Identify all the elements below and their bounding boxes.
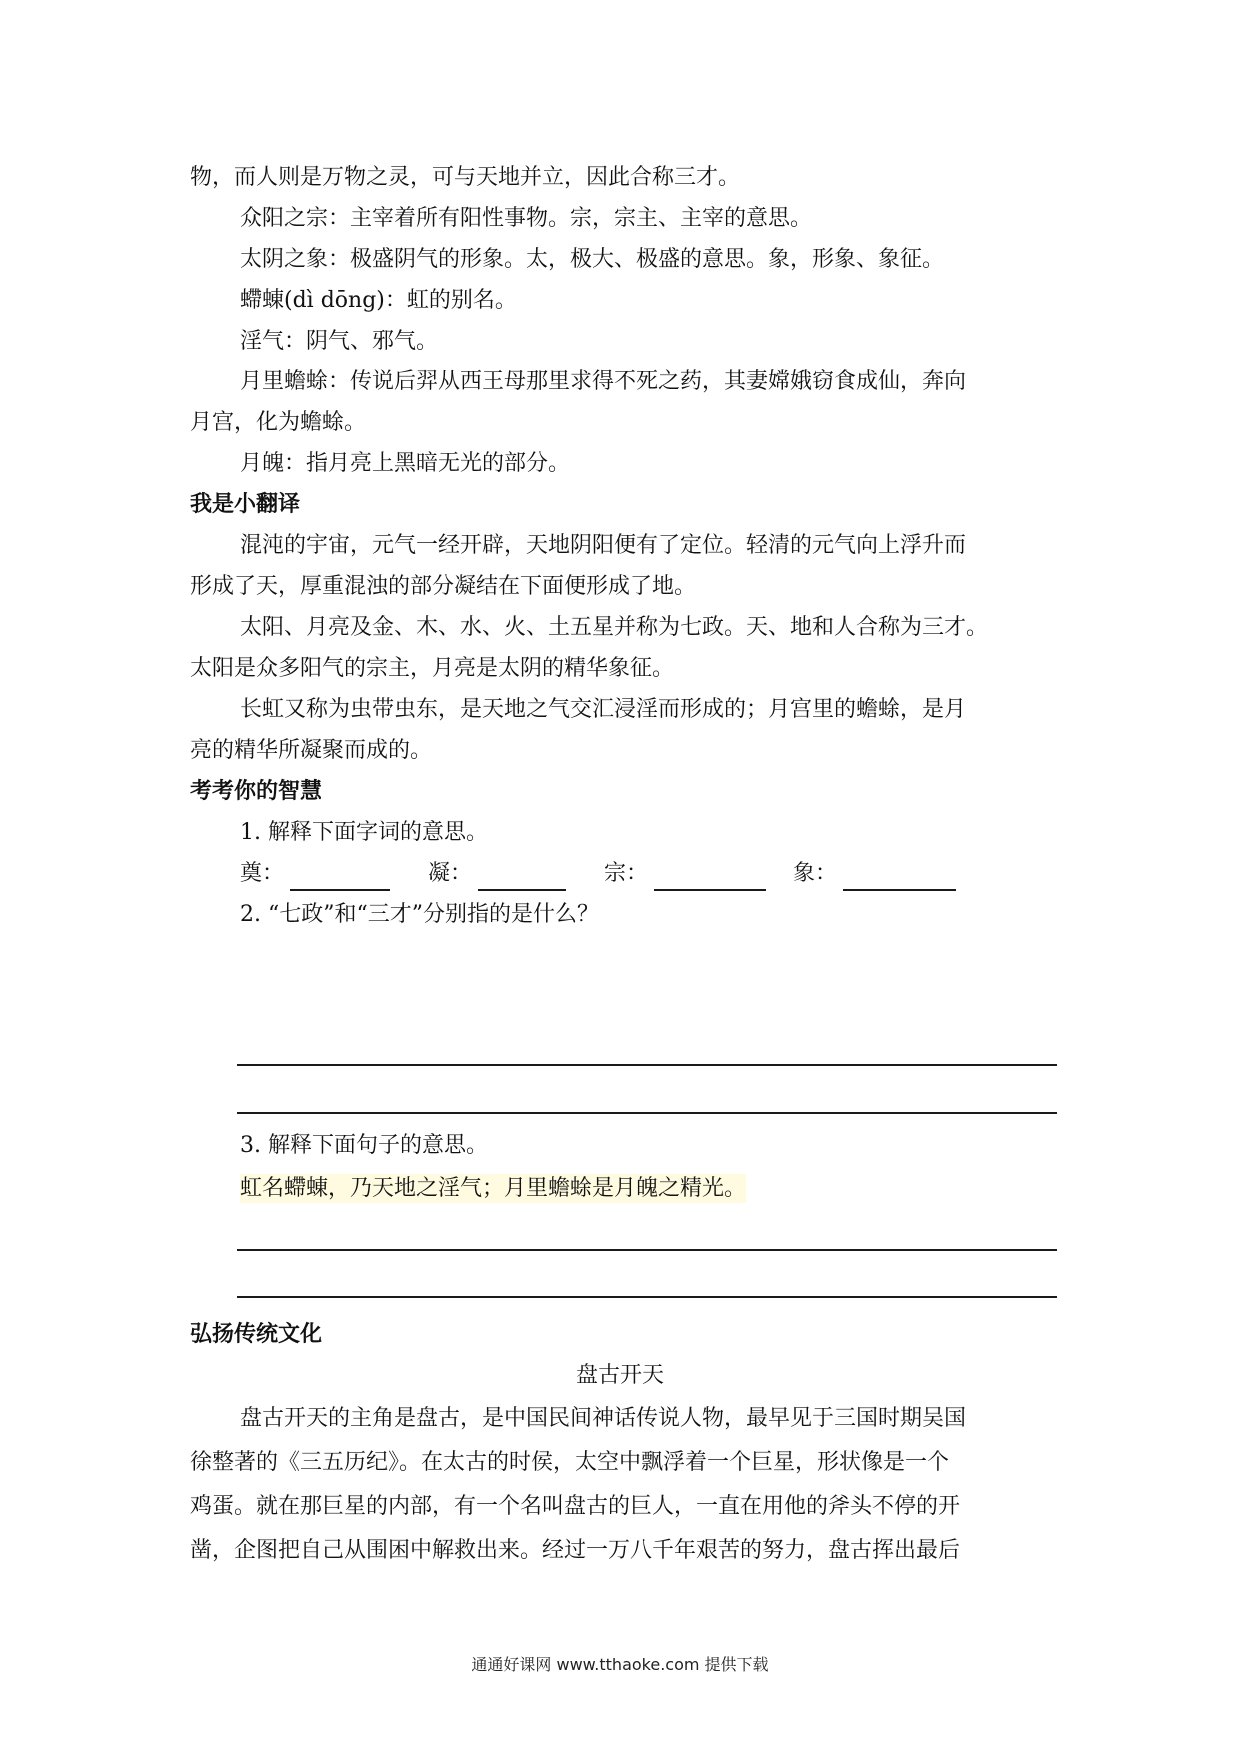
story-line: 盘古开天的主角是盘古，是中国民间神话传说人物，最早见于三国时期吴国 [240, 1406, 967, 1431]
section-heading-translation: 我是小翻译 [190, 492, 301, 517]
answer-blank[interactable] [654, 889, 766, 891]
note-line: 淫气：阴气、邪气。 [240, 329, 439, 354]
quote-sentence [240, 1174, 1058, 1204]
story-line: 凿，企图把自己从围困中解救出来。经过一万八千年艰苦的努力，盘古挥出最后 [190, 1538, 961, 1563]
translation-line: 亮的精华所凝聚而成的。 [190, 738, 433, 763]
translation-line: 太阳、月亮及金、木、水、火、土五星并称为七政。天、地和人合称为三才。 [240, 615, 989, 640]
highlighted-sentence: 虹名螮蝀，乃天地之淫气；月里蟾蜍是月魄之精光。 [240, 1176, 747, 1201]
translation-line: 太阳是众多阳气的宗主，月亮是太阴的精华象征。 [190, 656, 675, 681]
story-line: 徐整著的《三五历纪》。在太古的时侯，太空中飘浮着一个巨星，形状像是一个 [190, 1450, 950, 1475]
answer-blank[interactable] [478, 889, 566, 891]
question-2: 2. “七政”和“三才”分别指的是什么？ [240, 902, 599, 927]
answer-line[interactable] [237, 1296, 1057, 1298]
note-line: 众阳之宗：主宰着所有阳性事物。宗，宗主、主宰的意思。 [240, 206, 813, 231]
question-1: 1. 解释下面字词的意思。 [240, 820, 488, 845]
footer-text: 通通好课网 www.tthaoke.com 提供下载 [471, 1655, 769, 1674]
note-line: 月宫，化为蟾蜍。 [190, 410, 367, 435]
story-line: 鸡蛋。就在那巨星的内部，有一个名叫盘古的巨人，一直在用他的斧头不停的开 [190, 1494, 961, 1519]
answer-blank[interactable] [290, 889, 390, 891]
translation-line: 混沌的宇宙，元气一经开辟，天地阴阳便有了定位。轻清的元气向上浮升而 [240, 533, 967, 558]
section-heading-culture: 弘扬传统文化 [190, 1322, 323, 1347]
note-line: 月魄：指月亮上黑暗无光的部分。 [240, 451, 571, 476]
translation-line: 形成了天，厚重混浊的部分凝结在下面便形成了地。 [190, 574, 697, 599]
blank-label-ning: 凝： [428, 861, 473, 886]
question-3: 3. 解释下面句子的意思。 [240, 1133, 488, 1158]
answer-blank[interactable] [843, 889, 956, 891]
answer-line[interactable] [237, 1064, 1057, 1066]
note-line: 月里蟾蜍：传说后羿从西王母那里求得不死之药，其妻嫦娥窃食成仙，奔向 [240, 369, 967, 394]
blank-label-zong: 宗： [604, 861, 649, 886]
section-heading-quiz: 考考你的智慧 [190, 779, 323, 804]
answer-line[interactable] [237, 1112, 1057, 1114]
translation-line: 长虹又称为虫带虫东，是天地之气交汇浸淫而形成的；月宫里的蟾蜍，是月 [240, 697, 967, 722]
blank-label-dian: 奠： [240, 861, 285, 886]
story-title: 盘古开天 [575, 1363, 664, 1388]
note-line: 螮蝀(dì dōng)：虹的别名。 [240, 288, 517, 313]
answer-line[interactable] [237, 1249, 1057, 1251]
blank-label-xiang: 象： [793, 861, 838, 886]
note-line: 太阴之象：极盛阴气的形象。太，极大、极盛的意思。象，形象、象征。 [240, 247, 945, 272]
note-line: 物，而人则是万物之灵，可与天地并立，因此合称三才。 [190, 165, 741, 190]
